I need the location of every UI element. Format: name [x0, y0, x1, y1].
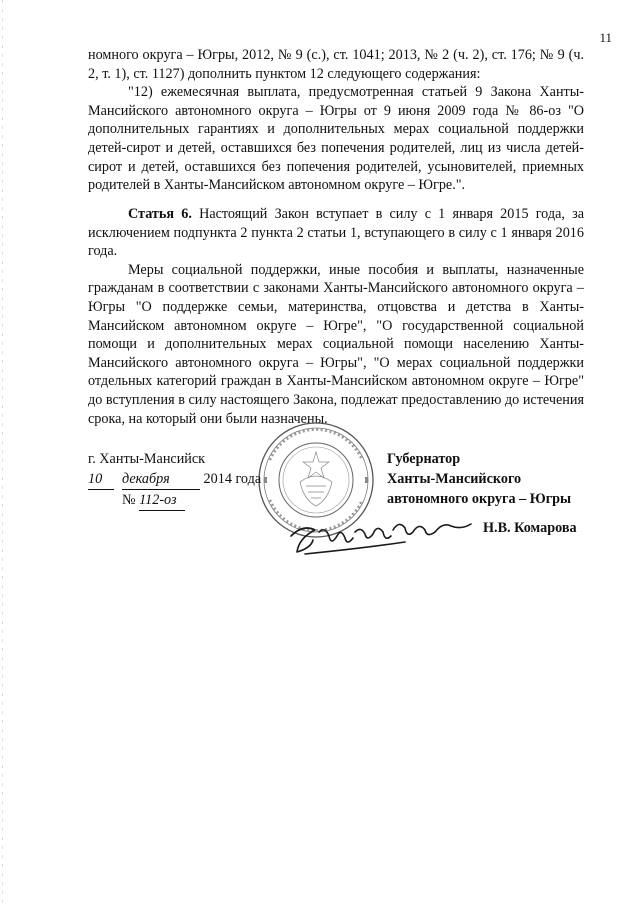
- city: г. Ханты-Мансийск: [88, 451, 206, 467]
- article-block: [88, 205, 584, 428]
- law-number: 112-оз: [139, 490, 185, 511]
- date-month: декабря: [122, 469, 200, 490]
- place-date-block: [88, 449, 261, 511]
- date-day: 10: [88, 469, 114, 490]
- city-row: [88, 449, 261, 469]
- measures-paragraph: Меры социальной поддержки, иные пособия и выплаты, назначенные гражданам в соответствии с законами Ханты-Мансийского автономного округа – Югры "О поддержке семьи, материнства, отцовства и детства в Ханты-Мансийском автономном округе – Югре", "О государственной социальной помощи и дополнительных мерах социальной помощи населению Ханты-Мансийского автономного округа – Югры", "О мерах социальной поддержки отдельных категорий граждан в Ханты-Мансийском автономном округе – Югре" до вступления в силу настоящего Закона, подлежат предоставлению до истечения срока, на который они были назначены.: [88, 261, 584, 427]
- article-label: Статья 6.: [128, 206, 192, 222]
- signer-title-block: [387, 449, 571, 509]
- date-row: [88, 469, 261, 490]
- article-paragraph: [88, 205, 584, 261]
- signer-title-line2: Ханты-Мансийского: [387, 471, 522, 487]
- article-text: Настоящий Закон вступает в силу с 1 января 2015 года, за исключением подпункта 2 пункта 2 статьи 1, вступающего в силу с 1 января 2016 года.: [88, 206, 585, 260]
- signer-title-line3: автономного округа – Югры: [387, 491, 572, 507]
- signer-title-line1: Губернатор: [387, 451, 461, 467]
- handwritten-signature-icon: [285, 502, 475, 562]
- top-paragraph: номного округа – Югры, 2012, № 9 (с.), ст. 1041; 2013, № 2 (ч. 2), ст. 176; № 9 (ч. 2, т. 1), ст. 1127) дополнить пунктом 12 следующего содержания:: [88, 47, 584, 82]
- law-number-row: [88, 490, 261, 511]
- amendment-block: [88, 46, 584, 195]
- quote-paragraph: "12) ежемесячная выплата, предусмотренная статьей 9 Закона Ханты-Мансийского автономного округа – Югры от 9 июня 2009 года № 86-оз "О дополнительных гарантиях и дополнительных мерах социальной поддержки детей-сирот и детей, оставшихся без попечения родителей, лиц из числа детей-сирот и детей, оставшихся без попечения родителей, усыновителей, приемных родителей в Ханты-Мансийском автономном округе – Югре.".: [88, 84, 584, 194]
- law-number-prefix: №: [122, 492, 136, 508]
- scan-edge: [2, 0, 3, 905]
- page-number: 11: [599, 30, 612, 45]
- date-year: 2014 года: [203, 471, 262, 487]
- signer-name: Н.В. Комарова: [483, 520, 577, 536]
